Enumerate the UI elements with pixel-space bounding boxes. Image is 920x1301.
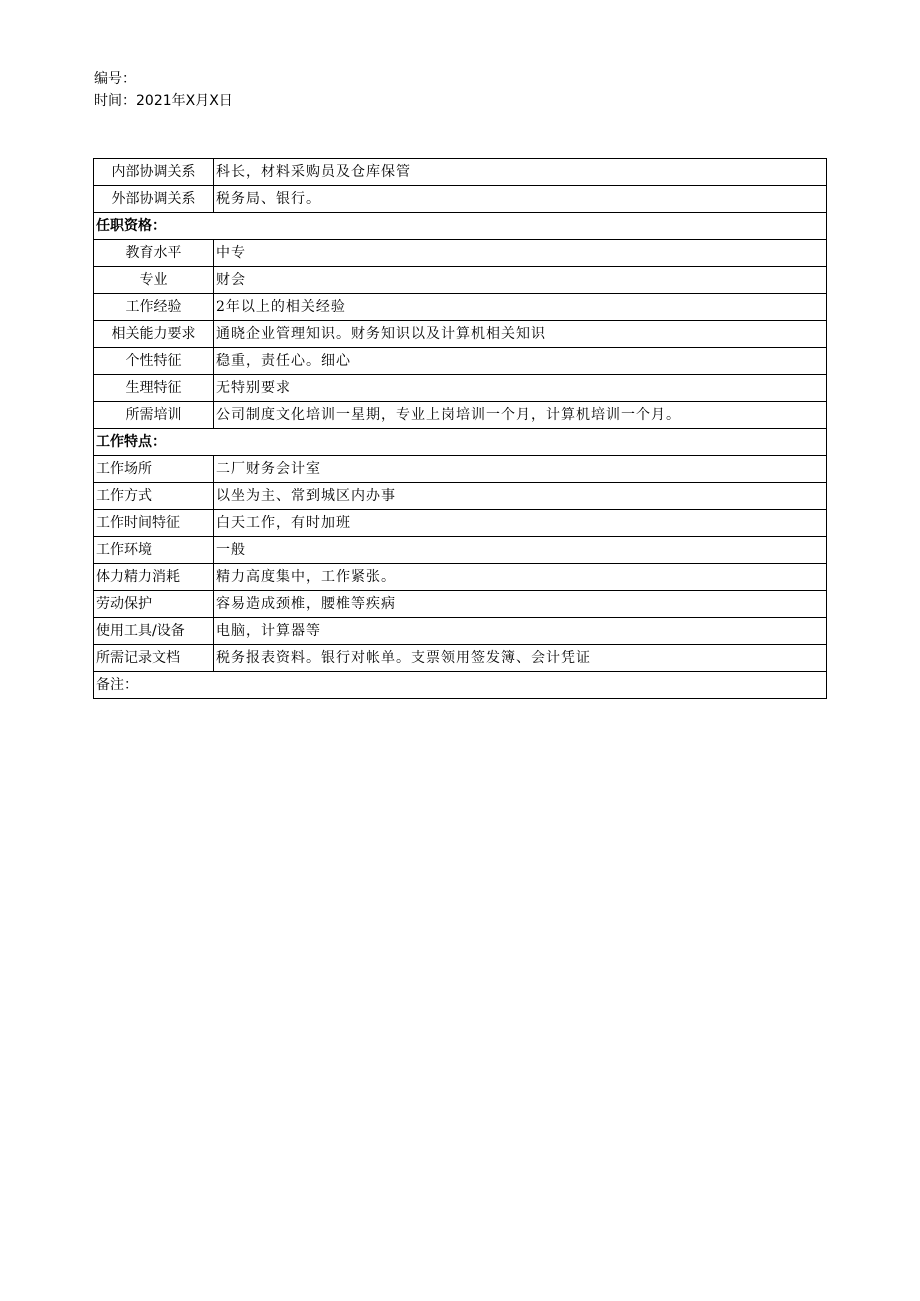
table-row: [94, 348, 827, 375]
education-value: 中专: [214, 240, 827, 267]
major-label: 专业: [94, 267, 214, 294]
tools-equipment-label: 使用工具/设备: [94, 618, 214, 645]
training-value: 公司制度文化培训一星期，专业上岗培训一个月，计算机培训一个月。: [214, 402, 827, 429]
external-coordination-value: 税务局、银行。: [214, 186, 827, 213]
document-date: 时间：2021年X月X日: [94, 93, 233, 109]
workplace-label: 工作场所: [94, 456, 214, 483]
work-features-section-title: 工作特点：: [94, 429, 827, 456]
table-row: [94, 618, 827, 645]
energy-consumption-label: 体力精力消耗: [94, 564, 214, 591]
physical-value: 无特别要求: [214, 375, 827, 402]
personality-value: 稳重，责任心。细心: [214, 348, 827, 375]
table-row: [94, 645, 827, 672]
energy-consumption-value: 精力高度集中，工作紧张。: [214, 564, 827, 591]
records-documents-value: 税务报表资料。银行对帐单。支票领用签发簿、会计凭证: [214, 645, 827, 672]
table-row: [94, 456, 827, 483]
table-row: [94, 240, 827, 267]
work-mode-label: 工作方式: [94, 483, 214, 510]
table-row: [94, 294, 827, 321]
table-row: [94, 510, 827, 537]
table-row: [94, 321, 827, 348]
table-row: [94, 483, 827, 510]
physical-label: 生理特征: [94, 375, 214, 402]
work-environment-value: 一般: [214, 537, 827, 564]
table-row: [94, 402, 827, 429]
education-label: 教育水平: [94, 240, 214, 267]
work-time-value: 白天工作，有时加班: [214, 510, 827, 537]
work-mode-value: 以坐为主、常到城区内办事: [214, 483, 827, 510]
section-row: [94, 672, 827, 699]
table-row: [94, 564, 827, 591]
table-row: [94, 537, 827, 564]
personality-label: 个性特征: [94, 348, 214, 375]
workplace-value: 二厂财务会计室: [214, 456, 827, 483]
ability-value: 通晓企业管理知识。财务知识以及计算机相关知识: [214, 321, 827, 348]
records-documents-label: 所需记录文档: [94, 645, 214, 672]
table-row: [94, 186, 827, 213]
table-row: [94, 375, 827, 402]
section-row: [94, 429, 827, 456]
section-row: [94, 213, 827, 240]
experience-value: 2年以上的相关经验: [214, 294, 827, 321]
labor-protection-value: 容易造成颈椎，腰椎等疾病: [214, 591, 827, 618]
labor-protection-label: 劳动保护: [94, 591, 214, 618]
major-value: 财会: [214, 267, 827, 294]
ability-label: 相关能力要求: [94, 321, 214, 348]
external-coordination-label: 外部协调关系: [94, 186, 214, 213]
experience-label: 工作经验: [94, 294, 214, 321]
job-description-table: [93, 158, 827, 699]
document-header: [94, 68, 233, 112]
training-label: 所需培训: [94, 402, 214, 429]
qualifications-section-title: 任职资格：: [94, 213, 827, 240]
document-number-label: 编号：: [94, 71, 136, 87]
tools-equipment-value: 电脑，计算器等: [214, 618, 827, 645]
work-time-label: 工作时间特征: [94, 510, 214, 537]
table-row: [94, 159, 827, 186]
table-row: [94, 591, 827, 618]
internal-coordination-value: 科长，材料采购员及仓库保管: [214, 159, 827, 186]
work-environment-label: 工作环境: [94, 537, 214, 564]
internal-coordination-label: 内部协调关系: [94, 159, 214, 186]
table-row: [94, 267, 827, 294]
remarks-label: 备注：: [94, 672, 827, 699]
